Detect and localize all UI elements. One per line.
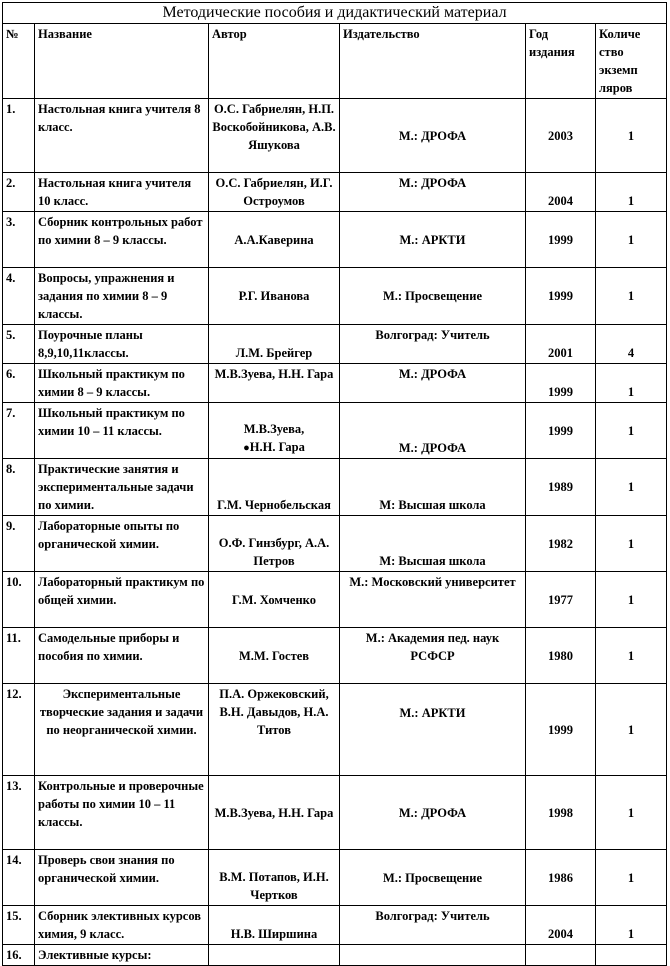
row-num: 12. xyxy=(3,684,35,776)
header-num: № xyxy=(3,24,35,99)
row-year: 2001 xyxy=(526,325,596,364)
row-name: Лабораторные опыты по органической химии. xyxy=(35,516,209,572)
row-publisher: М.: ДРОФА xyxy=(340,364,526,403)
row-name: Проверь свои знания по органической химии. xyxy=(35,850,209,906)
header-qty: Количе ство экземп ляров xyxy=(596,24,667,99)
row-author: М.В.Зуева, Н.Н. Гара xyxy=(209,776,340,850)
row-qty: 1 xyxy=(596,684,667,776)
header-year: Год издания xyxy=(526,24,596,99)
row-name: Элективные курсы: xyxy=(35,945,209,966)
row-author: О.С. Габриелян, Н.П. Воскобойникова, А.В. Яшукова xyxy=(209,99,340,173)
row-publisher: М: Высшая школа xyxy=(340,516,526,572)
table-row xyxy=(3,268,667,325)
row-num: 4. xyxy=(3,268,35,325)
row-author-line2: Н.Н. Гара xyxy=(249,440,305,454)
row-name: Настольная книга учителя 10 класс. xyxy=(35,173,209,212)
row-qty: 1 xyxy=(596,99,667,173)
row-publisher: М.: АРКТИ xyxy=(340,212,526,268)
row-num: 16. xyxy=(3,945,35,966)
table-row xyxy=(3,459,667,516)
row-year: 1999 xyxy=(526,684,596,776)
row-year: 1982 xyxy=(526,516,596,572)
row-year: 2003 xyxy=(526,99,596,173)
row-year: 1986 xyxy=(526,850,596,906)
row-publisher xyxy=(340,945,526,966)
row-year: 1980 xyxy=(526,628,596,684)
row-num: 13. xyxy=(3,776,35,850)
row-author xyxy=(209,403,340,459)
row-publisher: Волгоград: Учитель xyxy=(340,906,526,945)
row-name: Практические занятия и экспериментальные задачи по химии. xyxy=(35,459,209,516)
row-num: 15. xyxy=(3,906,35,945)
table-row xyxy=(3,99,667,173)
row-name: Сборник элективных курсов химия, 9 класс. xyxy=(35,906,209,945)
row-year: 1999 xyxy=(526,212,596,268)
row-author: Р.Г. Иванова xyxy=(209,268,340,325)
row-name: Сборник контрольных работ по химии 8 – 9 классы. xyxy=(35,212,209,268)
row-qty: 1 xyxy=(596,628,667,684)
row-qty: 1 xyxy=(596,906,667,945)
row-num: 2. xyxy=(3,173,35,212)
row-publisher: М.: ДРОФА xyxy=(340,776,526,850)
row-author xyxy=(209,945,340,966)
table-row xyxy=(3,906,667,945)
row-qty: 1 xyxy=(596,516,667,572)
header-publisher: Издательство xyxy=(340,24,526,99)
row-name: Контрольные и проверочные работы по химии 10 – 11 классы. xyxy=(35,776,209,850)
row-author: О.Ф. Гинзбург, А.А. Петров xyxy=(209,516,340,572)
row-author: Г.М. Чернобельская xyxy=(209,459,340,516)
row-publisher: М.: ДРОФА xyxy=(340,173,526,212)
row-qty: 1 xyxy=(596,212,667,268)
row-year: 1977 xyxy=(526,572,596,628)
row-author-line1: М.В.Зуева, xyxy=(243,422,305,436)
row-author: М.В.Зуева, Н.Н. Гара xyxy=(209,364,340,403)
row-year xyxy=(526,945,596,966)
row-author: Г.М. Хомченко xyxy=(209,572,340,628)
row-publisher: М.: Московский университет xyxy=(340,572,526,628)
row-author: О.С. Габриелян, И.Г. Остроумов xyxy=(209,173,340,212)
row-publisher: М: Высшая школа xyxy=(340,459,526,516)
table-row xyxy=(3,850,667,906)
bullet-dot-icon xyxy=(243,440,250,454)
row-name: Школьный практикум по химии 8 – 9 классы. xyxy=(35,364,209,403)
row-year: 1999 xyxy=(526,364,596,403)
row-num: 9. xyxy=(3,516,35,572)
row-num: 7. xyxy=(3,403,35,459)
row-author: Л.М. Брейгер xyxy=(209,325,340,364)
row-num: 6. xyxy=(3,364,35,403)
row-qty: 1 xyxy=(596,364,667,403)
row-publisher: М.: Академия пед. наук РСФСР xyxy=(340,628,526,684)
row-publisher: М.: ДРОФА xyxy=(340,99,526,173)
row-publisher: М.: Просвещение xyxy=(340,268,526,325)
title-row xyxy=(3,3,667,24)
row-name: Поурочные планы 8,9,10,11классы. xyxy=(35,325,209,364)
row-year: 1999 xyxy=(526,268,596,325)
row-name: Вопросы, упражнения и задания по химии 8 – 9 классы. xyxy=(35,268,209,325)
row-author: Н.В. Ширшина xyxy=(209,906,340,945)
header-row xyxy=(3,24,667,99)
row-qty: 1 xyxy=(596,459,667,516)
row-num: 10. xyxy=(3,572,35,628)
table-row xyxy=(3,516,667,572)
row-name: Самодельные приборы и пособия по химии. xyxy=(35,628,209,684)
row-publisher: М.: АРКТИ xyxy=(340,684,526,776)
row-publisher: М.: ДРОФА xyxy=(340,403,526,459)
table-row xyxy=(3,325,667,364)
table-row xyxy=(3,684,667,776)
row-name: Лабораторный практикум по общей химии. xyxy=(35,572,209,628)
row-author: В.М. Потапов, И.Н. Чертков xyxy=(209,850,340,906)
row-qty xyxy=(596,945,667,966)
row-name: Школьный практикум по химии 10 – 11 классы. xyxy=(35,403,209,459)
row-num: 1. xyxy=(3,99,35,173)
row-author: А.А.Каверина xyxy=(209,212,340,268)
table-row xyxy=(3,212,667,268)
row-name: Экспериментальные творческие задания и задачи по неорганической химии. xyxy=(35,684,209,776)
table-row xyxy=(3,403,667,459)
table-row xyxy=(3,628,667,684)
row-author: П.А. Оржековский, В.Н. Давыдов, Н.А. Титов xyxy=(209,684,340,776)
row-year: 1998 xyxy=(526,776,596,850)
row-year: 2004 xyxy=(526,906,596,945)
row-publisher: М.: Просвещение xyxy=(340,850,526,906)
table-row xyxy=(3,364,667,403)
row-name: Настольная книга учителя 8 класс. xyxy=(35,99,209,173)
row-qty: 1 xyxy=(596,403,667,459)
row-qty: 1 xyxy=(596,850,667,906)
row-year: 1999 xyxy=(526,403,596,459)
table-row xyxy=(3,776,667,850)
row-qty: 4 xyxy=(596,325,667,364)
row-num: 3. xyxy=(3,212,35,268)
row-qty: 1 xyxy=(596,268,667,325)
row-author: М.М. Гостев xyxy=(209,628,340,684)
table-title: Методические пособия и дидактический материал xyxy=(3,3,667,24)
row-num: 11. xyxy=(3,628,35,684)
row-num: 14. xyxy=(3,850,35,906)
table-row xyxy=(3,945,667,966)
methodical-materials-table xyxy=(2,2,667,966)
row-qty: 1 xyxy=(596,173,667,212)
row-year: 2004 xyxy=(526,173,596,212)
row-qty: 1 xyxy=(596,776,667,850)
row-qty: 1 xyxy=(596,572,667,628)
header-author: Автор xyxy=(209,24,340,99)
row-num: 8. xyxy=(3,459,35,516)
row-publisher: Волгоград: Учитель xyxy=(340,325,526,364)
table-row xyxy=(3,572,667,628)
table-row xyxy=(3,173,667,212)
row-year: 1989 xyxy=(526,459,596,516)
header-name: Название xyxy=(35,24,209,99)
row-num: 5. xyxy=(3,325,35,364)
